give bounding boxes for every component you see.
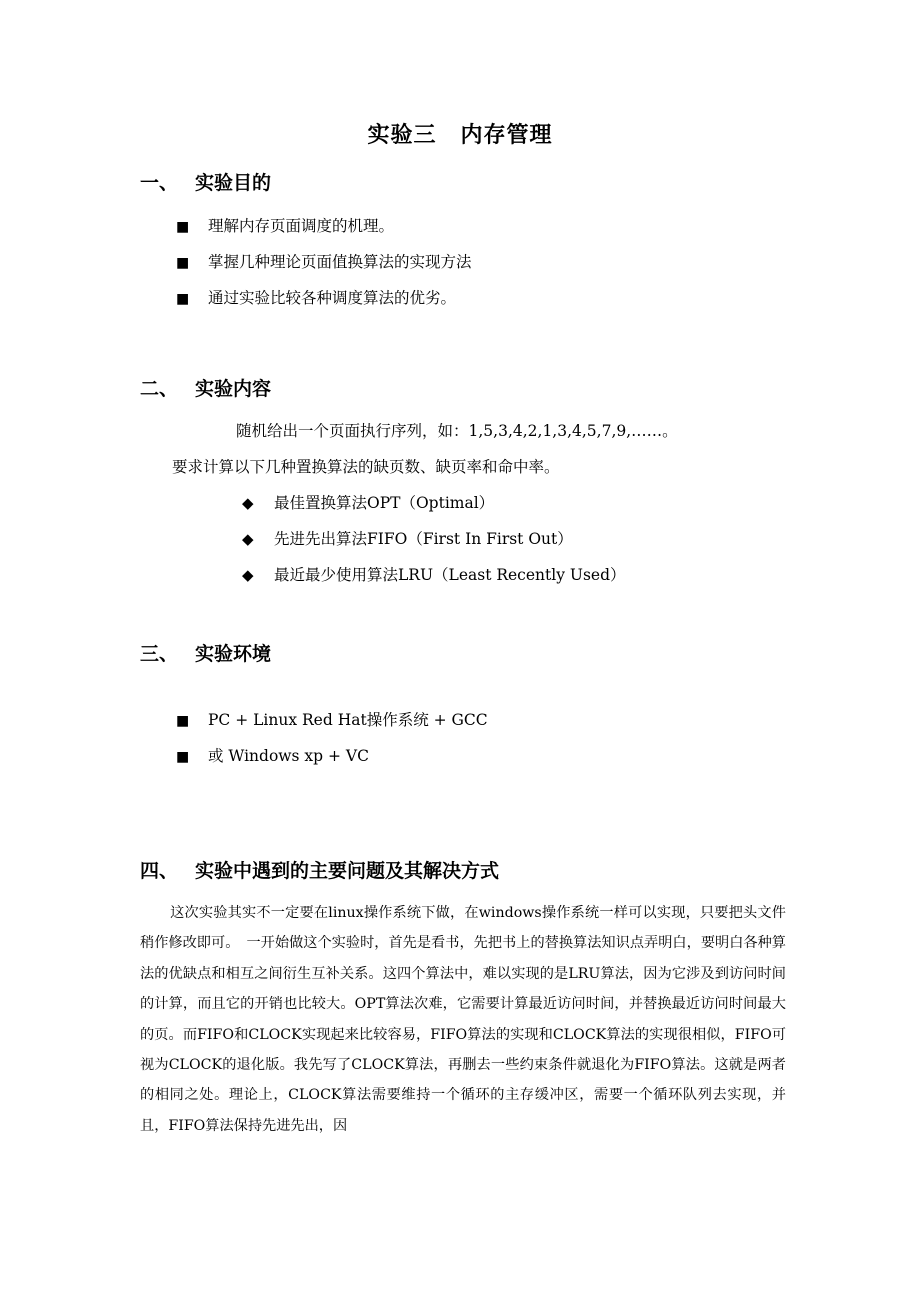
title-sub: 内存管理	[460, 123, 553, 148]
section-heading-problems	[140, 856, 499, 886]
square-bullet-icon: ■	[176, 255, 190, 271]
purpose-item-text: 掌握几种理论页面值换算法的实现方法	[208, 253, 472, 271]
section-number: 三、	[140, 643, 179, 665]
section-title: 实验目的	[195, 172, 272, 194]
environment-item-text: PC + Linux Red Hat操作系统 + GCC	[208, 711, 488, 729]
square-bullet-icon: ■	[176, 713, 190, 729]
document-title	[0, 118, 920, 149]
environment-item	[176, 708, 488, 732]
section-number: 一、	[140, 172, 179, 194]
diamond-bullet-icon: ◆	[242, 566, 254, 584]
environment-item	[176, 744, 369, 768]
square-bullet-icon: ■	[176, 749, 190, 765]
square-bullet-icon: ■	[176, 291, 190, 307]
algorithm-item-text: 最佳置换算法OPT（Optimal）	[274, 494, 495, 512]
section-number: 二、	[140, 378, 179, 400]
purpose-item-text: 理解内存页面调度的机理。	[208, 217, 395, 235]
problems-paragraph	[140, 898, 786, 1141]
algorithm-item-text: 最近最少使用算法LRU（Least Recently Used）	[274, 566, 626, 584]
square-bullet-icon: ■	[176, 219, 190, 235]
algorithm-item	[242, 563, 626, 587]
purpose-item	[176, 250, 472, 274]
purpose-item	[176, 214, 394, 238]
content-line-1: 随机给出一个页面执行序列，如：1,5,3,4,2,1,3,4,5,7,9,……。	[236, 422, 678, 440]
algorithm-item-text: 先进先出算法FIFO（First In First Out）	[274, 530, 573, 548]
section-heading-content	[140, 374, 271, 404]
diamond-bullet-icon: ◆	[242, 494, 254, 512]
algorithm-item	[242, 527, 573, 551]
environment-item-text: 或 Windows xp + VC	[208, 747, 369, 765]
problems-paragraph-text: 这次实验其实不一定要在linux操作系统下做，在windows操作系统一样可以实现，只要把头文件稍作修改即可。 一开始做这个实验时，首先是看书，先把书上的替换算法知识点弄明白，要明白各种算法的优缺点和相互之间衍生互补关系。这四个算法中，难以实现的是LRU算法，因为它涉及到访问时间的计算，而且它的开销也比较大。OPT算法次难，它需要计算最近访问时间，并替换最近访问时间最大的页。而FIFO和CLOCK实现起来比较容易，FIFO算法的实现和CLOCK算法的实现很相似，FIFO可视为CLOCK的退化版。我先写了CLOCK算法，再删去一些约束条件就退化为FIFO算法。这就是两者的相同之处。理论上，CLOCK算法需要维持一个循环的主存缓冲区，需要一个循环队列去实现，并且，FIFO算法保持先进先出，因	[140, 905, 786, 1134]
content-line-2: 要求计算以下几种置换算法的缺页数、缺页率和命中率。	[172, 458, 560, 476]
purpose-item-text: 通过实验比较各种调度算法的优劣。	[208, 289, 457, 307]
section-heading-purpose	[140, 168, 271, 198]
purpose-item	[176, 286, 456, 310]
algorithm-item	[242, 491, 494, 515]
section-heading-environment	[140, 639, 271, 669]
diamond-bullet-icon: ◆	[242, 530, 254, 548]
section-title: 实验中遇到的主要问题及其解决方式	[195, 860, 500, 882]
section-title: 实验环境	[195, 643, 272, 665]
section-title: 实验内容	[195, 378, 272, 400]
title-main: 实验三	[367, 123, 437, 148]
section-number: 四、	[140, 860, 179, 882]
